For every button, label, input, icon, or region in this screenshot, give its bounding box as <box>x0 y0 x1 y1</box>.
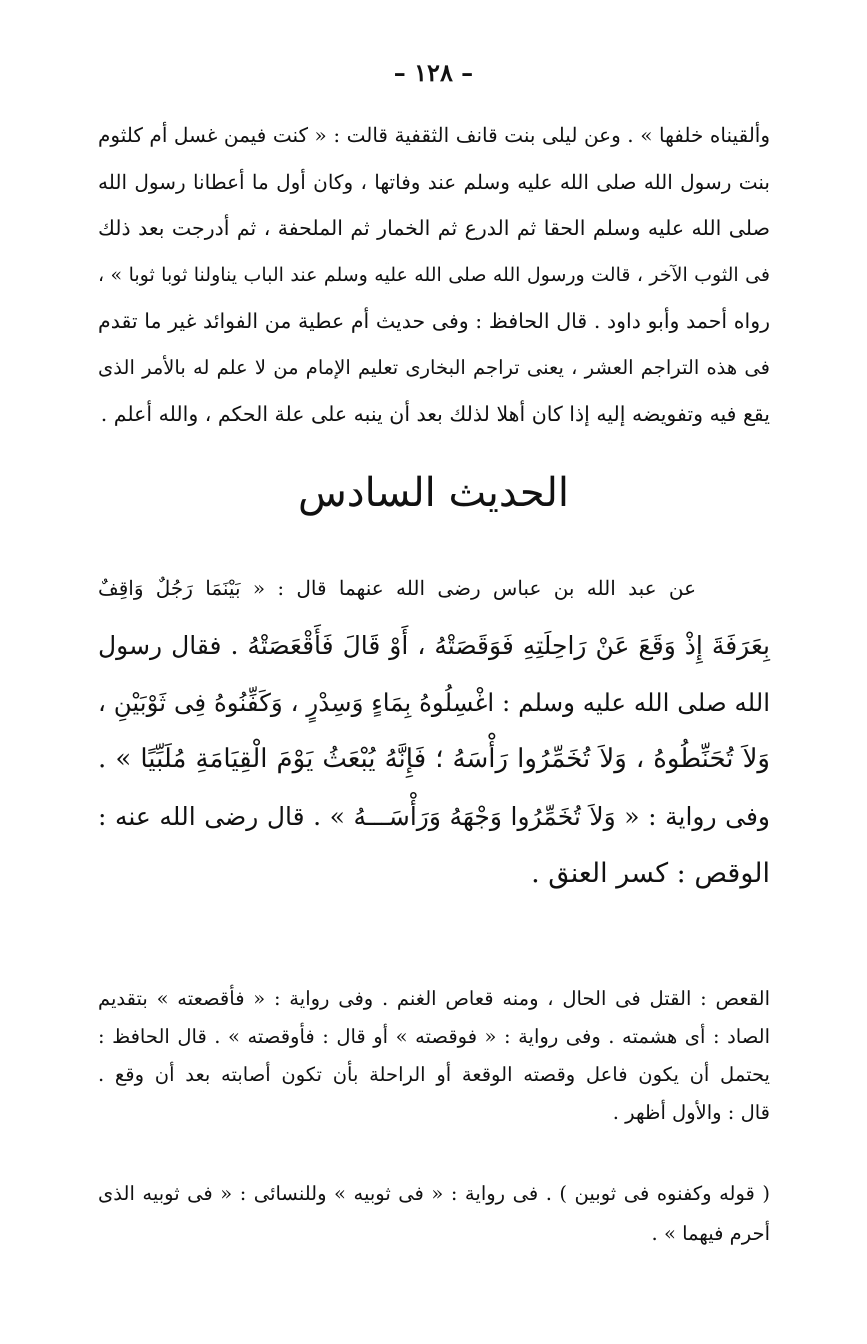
note-line: ( قوله وكفنوه فى ثوبين ) . فى رواية : « فى ثوبيه » وللنسائى : « فى ثوبيه الذى <box>98 1182 770 1205</box>
hadith-line: وفى رواية : « وَلاَ تُخَمِّرُوا وَجْهَهُ وَرَأْسَـــهُ » . قال رضى الله عنه : <box>98 802 770 831</box>
page-number: – ١٢٨ – <box>393 58 474 87</box>
note-line: قال : والأول أظهر . <box>612 1101 770 1124</box>
hadith-text <box>98 560 770 902</box>
note-line: القعص : القتل فى الحال ، ومنه قعاص الغنم . وفى رواية : « فأقصعته » بتقديم <box>98 987 770 1010</box>
note-line: يحتمل أن يكون فاعل وقصته الوقعة أو الراحلة بأن تكون أصابته بعد أن وقع . <box>98 1063 770 1086</box>
intro-paragraph <box>98 112 770 438</box>
paragraph-line: صلى الله عليه وسلم الحقا ثم الدرع ثم الخمار ثم الملحفة ، ثم أدرجت بعد ذلك <box>98 216 770 240</box>
hadith-line: الله صلى الله عليه وسلم : اغْسِلُوهُ بِمَاءٍ وَسِدْرٍ ، وَكَفِّنُوهُ فِى ثَوْبَيْنِ ، <box>98 688 770 717</box>
note-line: أحرم فيهما » . <box>651 1222 770 1245</box>
commentary-note <box>98 1174 770 1254</box>
hadith-line: وَلاَ تُحَنِّطُوهُ ، وَلاَ تُخَمِّرُوا رَأْسَهُ ؛ فَإِنَّهُ يُبْعَثُ يَوْمَ الْقِيَامَةِ مُلَبِّيًا » . <box>98 744 770 774</box>
commentary-note <box>98 980 770 1132</box>
paragraph-line: رواه أحمد وأبو داود . قال الحافظ : وفى حديث أم عطية من الفوائد غير ما تقدم <box>98 309 770 333</box>
paragraph-line: فى هذه التراجم العشر ، يعنى تراجم البخارى تعليم الإمام من لا علم له بالأمر الذى <box>98 355 770 379</box>
hadith-line: عن عبد الله بن عباس رضى الله عنهما قال : « بَيْنَمَا رَجُلٌ وَاقِفٌ <box>98 576 696 600</box>
paragraph-line: وألقيناه خلفها » . وعن ليلى بنت قانف الثقفية قالت : « كنت فيمن غسل أم كلثوم <box>98 123 770 147</box>
paragraph-line: يقع فيه وتفويضه إليه إذا كان أهلا لذلك بعد أن ينبه على علة الحكم ، والله أعلم . <box>100 402 770 426</box>
hadith-line: الوقص : كسر العنق . <box>531 858 770 889</box>
paragraph-line: فى الثوب الآخر ، قالت ورسول الله صلى الله عليه وسلم عند الباب يناولنا ثوبا ثوبا » ، <box>98 263 770 286</box>
hadith-line: بِعَرَفَةَ إِذْ وَقَعَ عَنْ رَاحِلَتِهِ فَوَقَصَتْهُ ، أَوْ قَالَ فَأَقْعَصَتْهُ . فقال رسول <box>98 631 770 660</box>
section-heading: الحديث السادس <box>297 470 570 516</box>
note-line: الصاد : أى هشمته . وفى رواية : « فوقصته » أو قال : فأوقصته » . قال الحافظ : <box>98 1025 770 1048</box>
paragraph-line: بنت رسول الله صلى الله عليه وسلم عند وفاتها ، وكان أول ما أعطانا رسول الله <box>98 169 770 194</box>
